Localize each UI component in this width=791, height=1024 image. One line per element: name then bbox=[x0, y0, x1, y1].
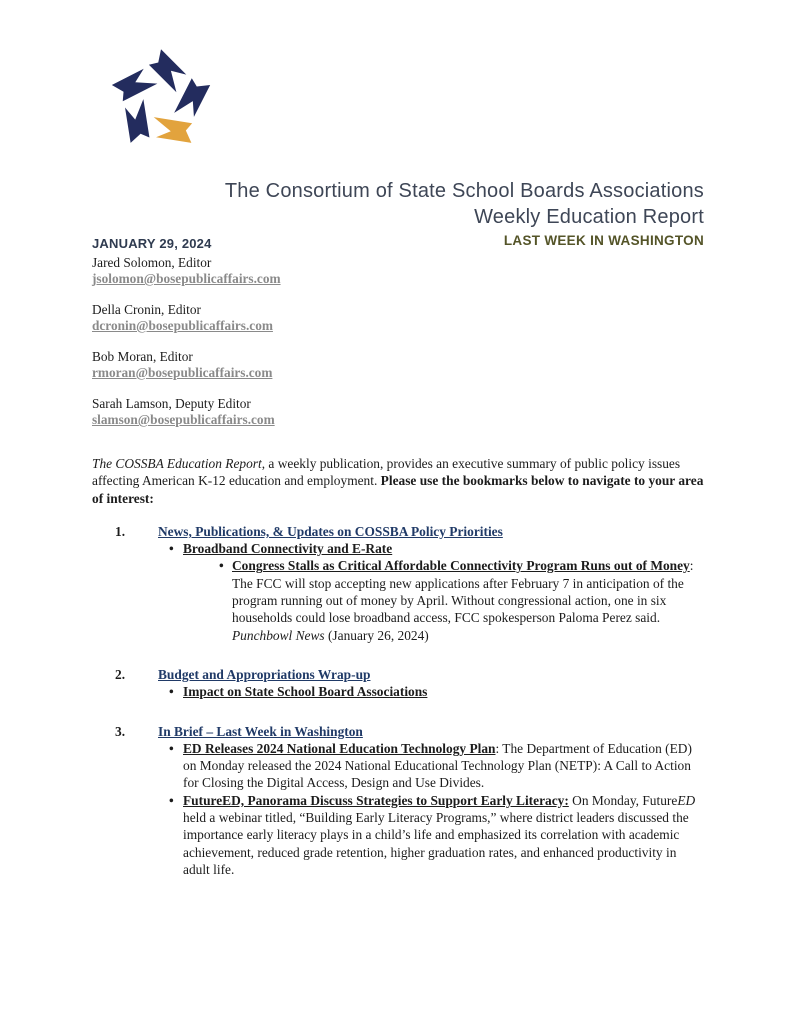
report-body bbox=[92, 455, 704, 900]
star-segment bbox=[110, 93, 165, 150]
editor-entry bbox=[92, 396, 281, 429]
editor-email-link[interactable]: slamson@bosepublicaffairs.com bbox=[92, 412, 275, 427]
toc-link-budget-wrapup[interactable]: Budget and Appropriations Wrap-up bbox=[158, 666, 371, 682]
brief-article-row bbox=[92, 740, 704, 792]
cossba-star-logo bbox=[96, 46, 226, 156]
editor-entry bbox=[92, 349, 281, 382]
brief-article-row bbox=[92, 792, 704, 878]
issue-date: JANUARY 29, 2024 bbox=[92, 236, 212, 251]
article-title-link[interactable]: Congress Stalls as Critical Affordable Connectivity Program Runs out of Money bbox=[232, 558, 690, 574]
article-block bbox=[232, 557, 704, 643]
toc-number: 2. bbox=[115, 666, 126, 682]
editor-email-link[interactable]: jsolomon@bosepublicaffairs.com bbox=[92, 271, 281, 286]
org-title: The Consortium of State School Boards Associations bbox=[224, 180, 704, 202]
editor-entry bbox=[92, 302, 281, 335]
toc-heading-row bbox=[92, 723, 704, 740]
toc-heading-row bbox=[92, 666, 704, 683]
sub-topic-link-broadband[interactable]: Broadband Connectivity and E-Rate bbox=[183, 541, 393, 557]
article-body: On Monday, Future bbox=[568, 792, 678, 808]
article-body-italic: ED bbox=[677, 792, 696, 808]
editor-name: Jared Solomon, Editor bbox=[92, 254, 212, 270]
source-date: (January 26, 2024) bbox=[324, 627, 429, 643]
editor-email-link[interactable]: dcronin@bosepublicaffairs.com bbox=[92, 318, 273, 333]
editor-name: Bob Moran, Editor bbox=[92, 348, 193, 364]
star-segment bbox=[149, 49, 186, 92]
toc-number: 1. bbox=[115, 523, 126, 539]
star-segment-gold bbox=[146, 101, 201, 156]
editor-name: Della Cronin, Editor bbox=[92, 301, 201, 317]
toc-link-policy-priorities[interactable]: News, Publications, & Updates on COSSBA Policy Priorities bbox=[158, 523, 503, 539]
sub-topic-row bbox=[92, 540, 704, 557]
editor-entry bbox=[92, 255, 281, 288]
article-body: held a webinar titled, “Building Early Literacy Programs,” where district leaders discussed the importance early literacy plays in a child’s life and emphasized its correlation with academic achievement, reduced grade retention, higher graduation rates, and enhanced productivity in adult life. bbox=[183, 810, 689, 877]
article-title-link-futureed[interactable]: FutureED, Panorama Discuss Strategies to Support Early Literacy: bbox=[183, 792, 569, 808]
bullet-marker: • bbox=[169, 541, 174, 557]
toc-item-1 bbox=[92, 523, 704, 644]
brief-article-block bbox=[183, 740, 704, 792]
toc-item-3 bbox=[92, 723, 704, 879]
editor-name: Sarah Lamson, Deputy Editor bbox=[92, 395, 251, 411]
masthead bbox=[92, 236, 281, 443]
star-pinwheel-icon bbox=[96, 46, 226, 156]
toc-number: 3. bbox=[115, 723, 126, 739]
publication-name: The COSSBA Education Report bbox=[92, 456, 262, 471]
brief-article-block bbox=[183, 792, 704, 878]
bullet-marker: • bbox=[169, 740, 174, 756]
sub-topic-link-impact[interactable]: Impact on State School Board Associations bbox=[183, 684, 428, 700]
article-body: : The Department of Education (ED) on Monday released the 2024 National Educational Technology Plan (NETP): A Call to Action for Closing the Digital Access, Design and Use Divides. bbox=[183, 740, 692, 791]
bullet-marker: • bbox=[169, 684, 174, 700]
article-source bbox=[232, 627, 704, 644]
intro-paragraph bbox=[92, 455, 704, 507]
toc-link-in-brief[interactable]: In Brief – Last Week in Washington bbox=[158, 723, 363, 739]
intro-text: , a weekly publication, provides an executive summary of public policy issues affecting American K-12 education and employment. bbox=[92, 456, 681, 489]
article-title-link-netp[interactable]: ED Releases 2024 National Education Technology Plan bbox=[183, 740, 496, 756]
article-body: : The FCC will stop accepting new applications after February 7 in anticipation of the program running out of money by April. Without congressional action, one in six households could lose broadband access, FCC spokesperson Paloma Perez said. bbox=[232, 558, 694, 626]
editor-email-link[interactable]: rmoran@bosepublicaffairs.com bbox=[92, 365, 273, 380]
report-title: Weekly Education Report bbox=[474, 206, 704, 228]
bullet-marker: • bbox=[219, 558, 224, 574]
report-subtitle: LAST WEEK IN WASHINGTON bbox=[503, 233, 704, 248]
article-row bbox=[92, 557, 704, 643]
bullet-marker: • bbox=[169, 792, 174, 808]
source-name: Punchbowl News bbox=[232, 627, 325, 643]
toc-item-2 bbox=[92, 666, 704, 701]
sub-topic-row bbox=[92, 683, 704, 700]
toc-heading-row bbox=[92, 523, 704, 540]
intro-bookmarks-note: Please use the bookmarks below to navigate to your area of interest: bbox=[92, 473, 704, 506]
